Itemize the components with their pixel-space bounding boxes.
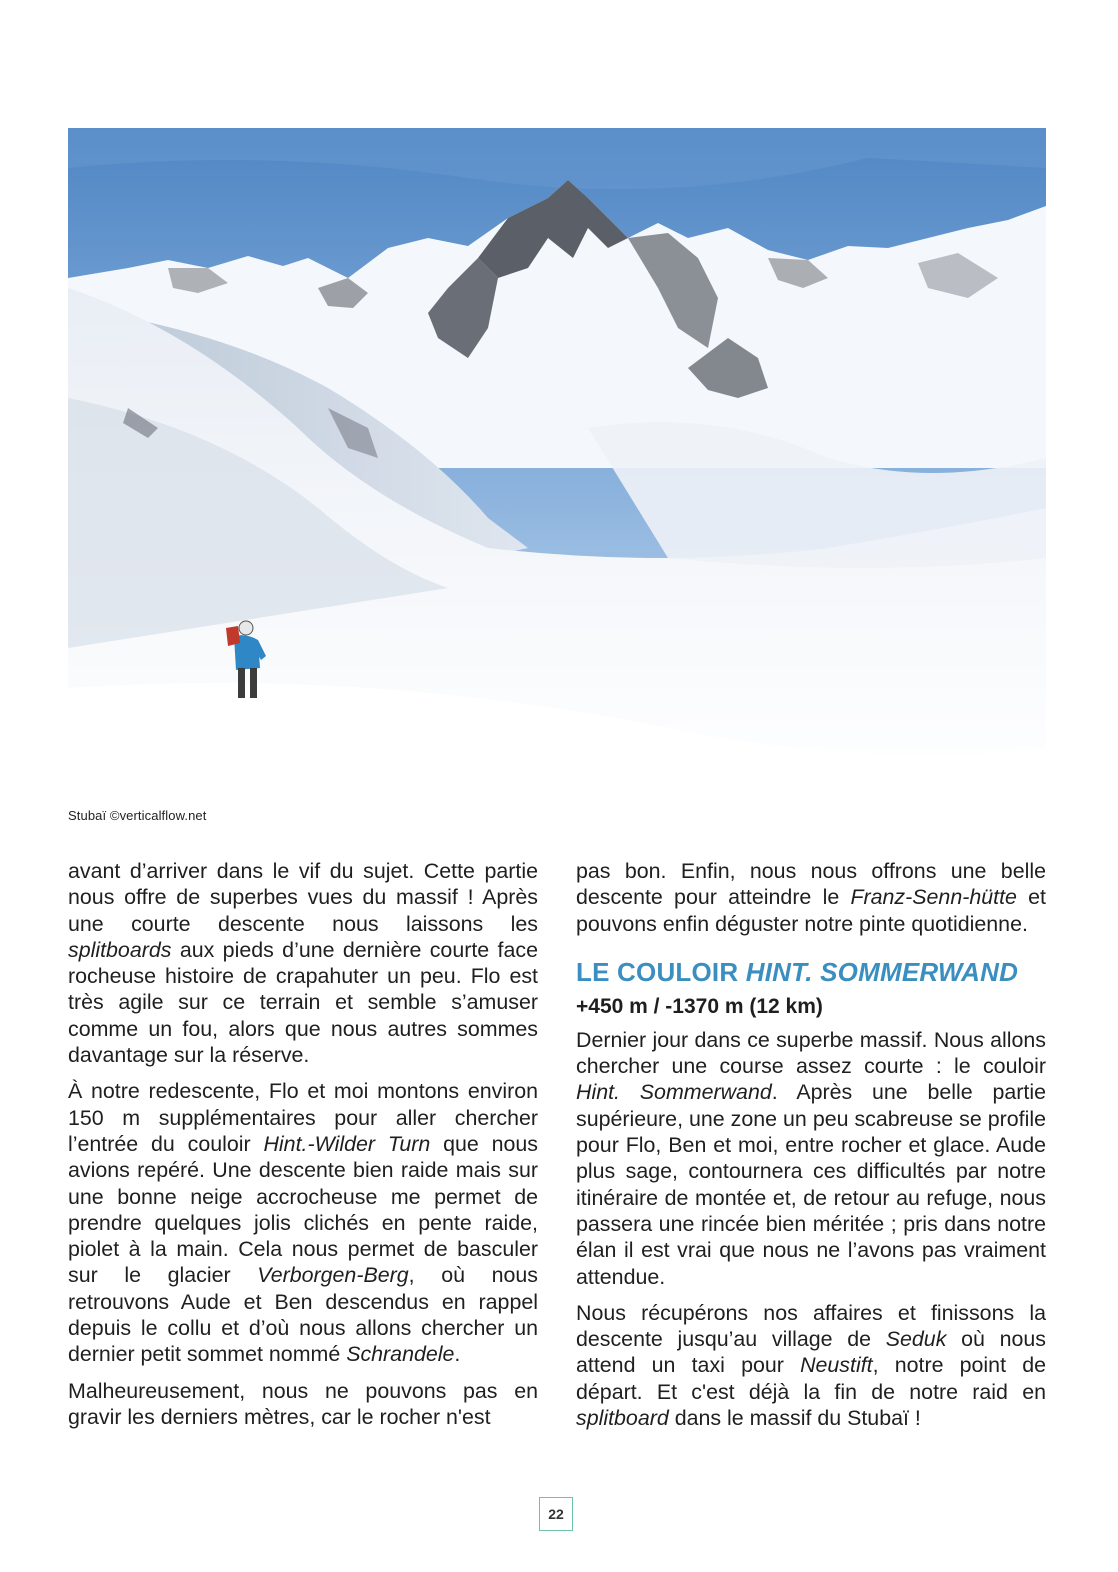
photo-caption: Stubaï ©verticalflow.net (68, 808, 207, 823)
paragraph: Nous récupérons nos affaires et finissons la descente jusqu’au village de Seduk où nous attend un taxi pour Neustift, notre point de départ. Et c'est déjà la fin de notre raid en splitboard dans le massif du Stubaï ! (576, 1300, 1046, 1431)
text-column-right (576, 858, 1046, 1441)
paragraph: Malheureusement, nous ne pouvons pas en gravir les derniers mètres, car le rocher n'est (68, 1378, 538, 1429)
mountain-photo (68, 128, 1046, 798)
section-title: LE COULOIR HINT. SOMMERWAND (576, 956, 1019, 987)
page-number: 22 (539, 1497, 573, 1531)
paragraph: Dernier jour dans ce superbe massif. Nous allons chercher une course assez courte : le couloir Hint. Sommerwand. Après une belle partie supérieure, une zone un peu scabreuse se profile pour Flo, Ben et moi, entre rocher et glace. Aude plus sage, contournera ces difficultés par notre itinéraire de montée et, de retour au refuge, nous passera une rincée bien méritée ; pris dans notre élan il est vrai que nous ne l’avons pas vraiment attendue. (576, 1027, 1046, 1289)
paragraph: À notre redescente, Flo et moi montons environ 150 m supplémentaires pour aller chercher l’entrée du couloir Hint.-Wilder Turn que nous avions repéré. Une descente bien raide mais sur une bonne neige accrocheuse me permet de prendre quelques jolis clichés en pente raide, piolet à la main. Cela nous permet de basculer sur le glacier Verborgen-Berg, où nous retrouvons Aude et Ben descendus en rappel depuis le collu et d’où nous allons chercher un dernier petit sommet nommé Schrandele. (68, 1079, 538, 1367)
text-column-left (68, 858, 538, 1440)
paragraph: pas bon. Enfin, nous nous offrons une belle descente pour atteindre le Franz-Senn-hütte et pouvons enfin déguster notre pinte quotidienne. (576, 859, 1046, 936)
route-stats: +450 m / -1370 m (12 km) (576, 994, 823, 1018)
paragraph: avant d’arriver dans le vif du sujet. Cette partie nous offre de superbes vues du massif ! Après une courte descente nous laissons les splitboards aux pieds d’une dernière courte face rocheuse histoire de crapahuter un peu. Flo est très agile sur ce terrain et semble s’amuser comme un fou, alors que nous autres sommes davantage sur la réserve. (68, 859, 538, 1068)
